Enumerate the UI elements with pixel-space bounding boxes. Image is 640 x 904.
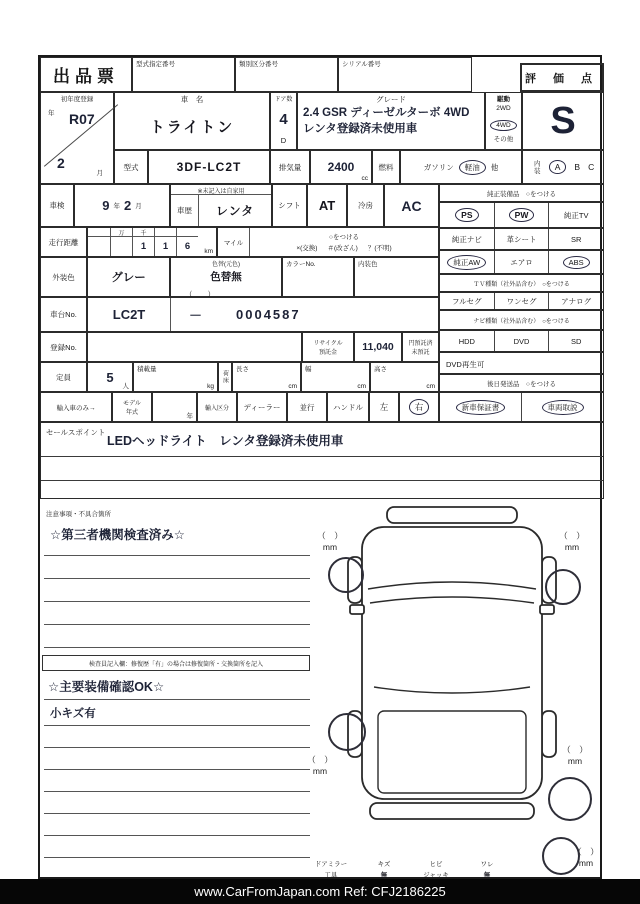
shift-label: シフト — [272, 184, 307, 227]
load-label: 積載量 — [137, 366, 157, 373]
not-deposited-label: 未預託 — [411, 350, 430, 356]
color-change-paren: （ ） — [185, 290, 215, 299]
color-change-label: 色替(元色) — [212, 262, 240, 268]
chassis-no-label: 車台No. — [40, 297, 87, 332]
none-value: 無 — [483, 872, 491, 879]
first-registration-month: 2 — [57, 155, 65, 171]
interior-color-cell: 内装色 — [354, 257, 439, 297]
option-genuine-tv: 純正TV — [548, 203, 603, 227]
color-change-cell — [170, 257, 282, 297]
tv-type-header: ＴＶ種類（社外品含む） ○をつける — [439, 274, 604, 292]
interior-grade-cell — [522, 150, 604, 184]
shaken-value-cell — [74, 184, 170, 227]
mileage-digit-col: 千 1 — [132, 228, 154, 256]
option-sunroof: SR — [548, 229, 603, 249]
bed-label: 荷床 — [218, 362, 232, 392]
handle-right-option: 右 — [399, 392, 439, 422]
option-ps: PS — [440, 203, 494, 227]
field-label: シリアル番号 — [342, 61, 381, 68]
import-parallel-option: 並行 — [287, 392, 327, 422]
handle-left-option: 左 — [369, 392, 399, 422]
notes-value: ☆第三者機関検査済み☆ — [50, 528, 185, 542]
mirror-right — [540, 605, 554, 614]
grade-cell — [297, 92, 485, 150]
tv-type-options — [439, 292, 604, 310]
shaken-month-unit: 月 — [135, 203, 142, 210]
import-only-label: 輸入車のみ→ — [40, 392, 112, 422]
option-abs: ABS — [548, 251, 603, 273]
fuel-options-cell — [400, 150, 522, 184]
option-fullseg: フルセグ — [451, 296, 482, 306]
mile-label: マイル — [223, 239, 244, 247]
doors-cell — [270, 92, 297, 150]
diagram-circle-mark — [545, 569, 581, 605]
ruled-line — [44, 769, 310, 770]
car-name-cell — [114, 92, 270, 150]
interior-grade-c: C — [588, 162, 595, 172]
history-value: レンタ — [215, 204, 255, 218]
deposited-label: 円預託済 — [408, 341, 433, 347]
recycle-deposit-status — [402, 332, 439, 362]
history-note: ※未記入は自家用 — [171, 185, 271, 195]
model-code-value: 3DF-LC2T — [148, 150, 270, 184]
sales-point-value: LEDヘッドライト レンタ登録済未使用車 — [107, 434, 344, 448]
ruled-line — [44, 601, 310, 602]
equipment-row-3 — [439, 250, 604, 274]
measurement-mark-bottom-right: （ ） mm — [562, 745, 588, 766]
car-name-label: 車 名 — [180, 95, 204, 104]
registration-no-label: 登録No. — [40, 332, 87, 362]
mirror-left — [350, 605, 364, 614]
inspector-line-2: 小キズ有 — [50, 708, 96, 720]
door-mirror-label: ドアミラー — [314, 861, 348, 868]
option-sd: SD — [548, 331, 603, 351]
ruled-line — [44, 647, 310, 648]
ruled-line — [44, 813, 310, 814]
sales-point-cell — [40, 422, 604, 499]
option-pw: PW — [494, 203, 549, 227]
crack-label: ヒビ — [429, 861, 443, 868]
scratch-label: キズ — [377, 861, 391, 868]
capacity-label: 定員 — [40, 362, 87, 392]
interior-grade-b: B — [574, 162, 581, 172]
field-label: 類別区分番号 — [239, 61, 278, 68]
drive-cell — [485, 92, 522, 150]
later-shipment-header: 後日発送品 ○をつける — [439, 374, 604, 392]
bed-height-cell: 高さ cm — [370, 362, 439, 392]
shaken-year: 9 — [102, 198, 110, 213]
circle-note: ○をつける — [329, 234, 359, 241]
displacement-value: 2400 — [327, 160, 355, 174]
measurement-mark-top-right: （ ） mm — [559, 531, 585, 552]
sheet-title: 出品票 — [53, 67, 119, 86]
interior-grade-label: 内装 — [532, 159, 540, 175]
evaluation-label: 評 価 点 — [524, 72, 600, 85]
grade-label: グレード — [376, 95, 406, 104]
grade-value: 2.4 GSR ディーゼルターボ 4WD レンタ登録済未使用車 — [303, 107, 470, 135]
mileage-value-cell — [87, 227, 217, 257]
mileage-digit-col: 万 — [110, 228, 132, 256]
capacity-unit: 人 — [122, 383, 129, 390]
equipment-row-1 — [439, 202, 604, 228]
capacity-value: 5 — [106, 369, 114, 385]
bed-length-cell: 長さ cm — [232, 362, 301, 392]
equipment-row-2 — [439, 228, 604, 250]
ruled-line — [44, 857, 310, 858]
option-dvd: DVD — [494, 331, 549, 351]
fuel-option-diesel-circled: 軽油 — [459, 160, 486, 175]
drive-option-2wd: 2WD — [496, 105, 511, 112]
drive-option-other: その他 — [493, 136, 514, 143]
measurement-mark-bottom-far: （ ） mm — [573, 847, 599, 868]
diagram-circle-mark — [328, 713, 366, 751]
option-new-car-warranty: 新車保証書 — [440, 393, 521, 421]
first-registration-label: 初年度登録 — [60, 96, 94, 103]
field-label: 型式指定番号 — [136, 61, 175, 68]
none-value: 無 — [380, 872, 388, 879]
drive-option-4wd-circled: 4WD — [490, 120, 516, 131]
interior-grade-a-circled: A — [549, 160, 567, 174]
fuel-option-gasoline: ガソリン — [423, 162, 454, 172]
notes-label: 注意事項・不具合箇所 — [46, 511, 111, 518]
color-change-value: 色替無 — [210, 270, 242, 283]
chassis-no-value — [87, 297, 439, 332]
mileage-mile-cell — [217, 227, 439, 257]
evaluation-label-cell — [520, 63, 604, 92]
shaken-label: 車検 — [40, 184, 74, 227]
ruled-line — [44, 555, 310, 556]
mileage-digit-col: 1 — [154, 228, 176, 256]
option-oneseg: ワンセグ — [494, 293, 549, 309]
wheel-rear-right — [542, 711, 556, 757]
drive-label: 駆動 — [497, 96, 510, 103]
mileage-unit: km — [204, 248, 213, 255]
ruled-line — [44, 791, 310, 792]
watermark-bar — [0, 879, 640, 904]
month-unit: 月 — [96, 170, 103, 177]
history-label: 車歴 — [177, 206, 192, 215]
option-genuine-navi: 純正ナビ — [451, 234, 482, 244]
fuel-option-other: 他 — [490, 162, 499, 172]
equipment-header: 純正装備品 ○をつける — [439, 184, 604, 202]
first-registration-year: R07 — [69, 111, 95, 127]
diagram-circle-mark — [328, 557, 364, 593]
ruled-line — [44, 835, 310, 836]
history-cell — [170, 184, 272, 227]
load-unit: kg — [207, 383, 214, 390]
chassis-dash: － — [189, 308, 203, 323]
inspector-header-box: 検査員記入欄：修復歴「有」の場合は修復箇所・交換箇所を記入 — [42, 655, 310, 671]
sheet-title-cell — [40, 57, 132, 92]
doors-suffix: D — [280, 136, 287, 145]
displacement-cell — [310, 150, 372, 184]
car-body — [362, 527, 542, 799]
ruled-line — [44, 747, 310, 748]
displacement-unit: cc — [361, 175, 368, 182]
field-serial-number — [338, 57, 472, 92]
recycle-deposit-label: リサイクル 預託金 — [302, 332, 354, 362]
shift-value: AT — [307, 184, 347, 227]
exterior-color-label: 外装色 — [40, 257, 87, 297]
mileage-digit-col: 6 — [176, 228, 198, 256]
sales-point-label: セールスポイント — [46, 428, 106, 437]
exterior-color-value: グレー — [87, 257, 170, 297]
bed-width-cell: 幅 cm — [301, 362, 370, 392]
year-unit: 年 — [48, 110, 55, 117]
aircon-label: 冷房 — [347, 184, 384, 227]
evaluation-score-cell — [522, 92, 604, 150]
option-genuine-aw: 純正AW — [440, 251, 494, 273]
mileage-label: 走行距離 — [40, 227, 87, 257]
front-bumper — [387, 507, 517, 523]
option-aero: エアロ — [494, 251, 549, 273]
shaken-month: 2 — [124, 198, 132, 213]
field-model-designation-number — [132, 57, 235, 92]
later-shipment-options — [439, 392, 604, 422]
chassis-number: 0004587 — [236, 307, 301, 322]
rear-bumper — [370, 803, 534, 819]
ruled-line — [41, 480, 603, 481]
watermark-text: www.CarFromJapan.com Ref: CFJ2186225 — [194, 884, 446, 899]
model-year-label: モデル 年式 — [112, 392, 152, 422]
mark-unknown: ？(不明) — [367, 245, 392, 252]
break-label: ワレ — [480, 861, 494, 868]
option-analog: アナログ — [548, 293, 603, 309]
measurement-mark-top-left: （ ） mm — [317, 531, 343, 552]
capacity-value-cell — [87, 362, 133, 392]
mileage-digit-col — [88, 228, 110, 256]
measurement-mark-bottom-left: （ ） mm — [307, 755, 333, 776]
doors-label: ドア数 — [274, 97, 293, 103]
tools-label: 工具 — [324, 872, 338, 879]
first-registration-cell — [40, 92, 114, 184]
recycle-deposit-value: 11,040 — [354, 332, 402, 362]
navi-type-options — [439, 330, 604, 352]
jack-label: ジャッキ — [423, 872, 449, 879]
import-dealer-option: ディーラー — [237, 392, 287, 422]
option-owners-manual: 車両取説 — [521, 393, 603, 421]
auction-sheet — [38, 55, 602, 879]
aircon-value: AC — [384, 184, 439, 227]
load-capacity-cell — [133, 362, 218, 392]
navi-type-header: ナビ種類（社外品含む） ○をつける — [439, 310, 604, 330]
doors-value: 4 — [279, 110, 288, 128]
mark-exchange: ×(交換) — [296, 245, 318, 252]
evaluation-score: S — [550, 99, 576, 142]
handle-label: ハンドル — [327, 392, 369, 422]
bottom-check-table — [302, 857, 510, 879]
model-year-value: 年 — [152, 392, 197, 422]
option-hdd: HDD — [458, 336, 475, 346]
ruled-line — [44, 624, 310, 625]
ruled-line — [44, 699, 310, 700]
chassis-prefix: LC2T — [112, 307, 146, 322]
fuel-label: 燃料 — [372, 150, 400, 184]
ruled-line — [44, 725, 310, 726]
displacement-label: 排気量 — [270, 150, 310, 184]
import-type-label: 輸入区分 — [197, 392, 237, 422]
registration-no-value — [87, 332, 302, 362]
dvd-play-cell: DVD再生可 — [439, 352, 604, 374]
inspector-line-1: ☆主要装備確認OK☆ — [48, 680, 165, 694]
ruled-line — [41, 456, 603, 457]
diagram-circle-mark — [548, 777, 592, 821]
shaken-year-unit: 年 — [113, 203, 120, 210]
option-leather-seat: 革シート — [494, 229, 549, 249]
ruled-line — [44, 578, 310, 579]
color-no-cell: カラーNo. — [282, 257, 354, 297]
mark-tampered: ＃(改ざん) — [327, 245, 358, 252]
car-name-value: トライトン — [149, 118, 235, 136]
field-classification-number — [235, 57, 338, 92]
model-code-label: 型式 — [114, 150, 148, 184]
